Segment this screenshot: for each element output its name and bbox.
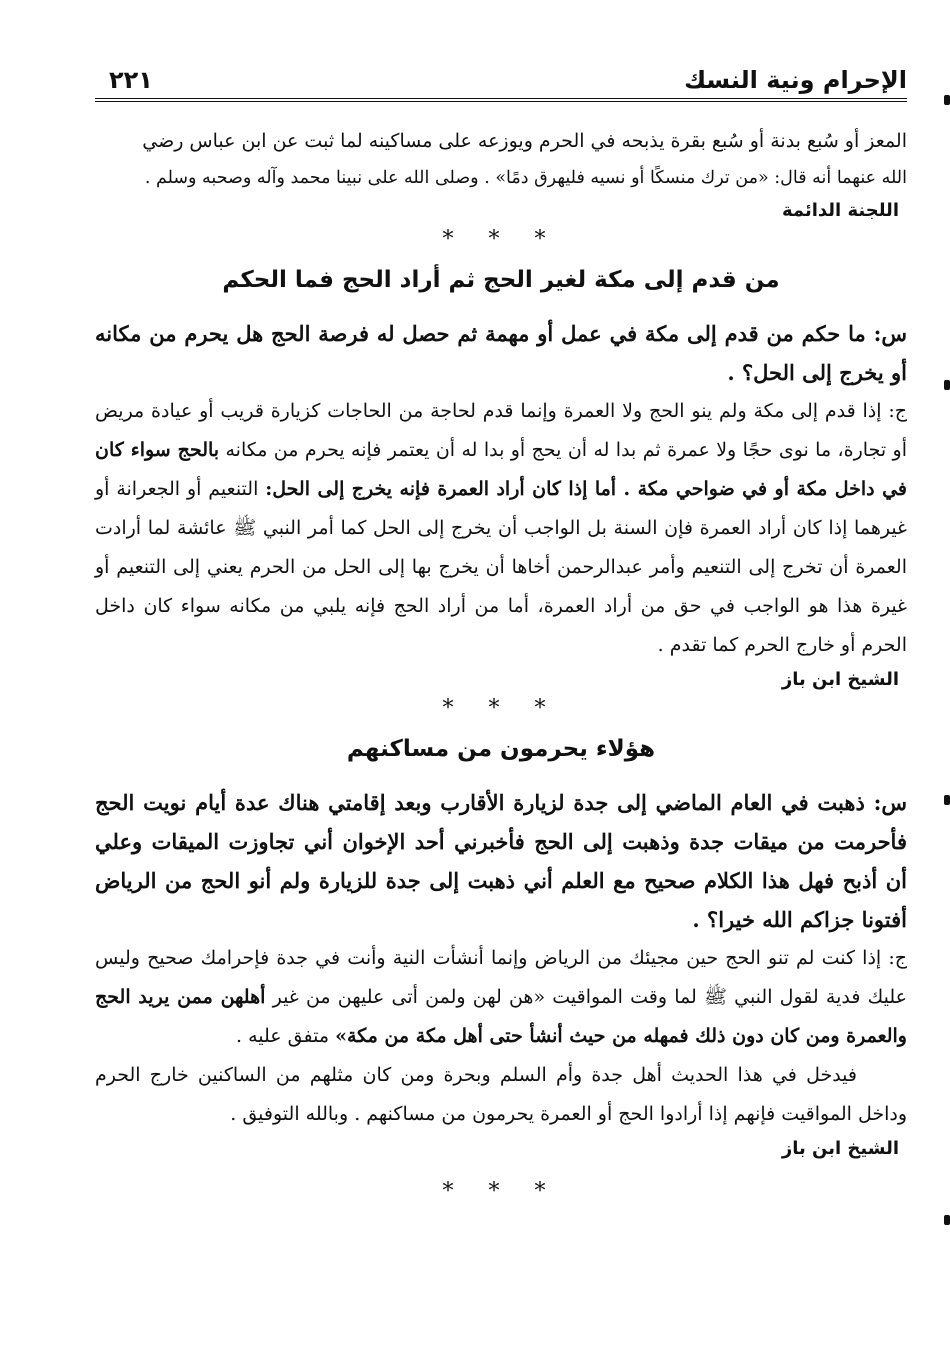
question-text: س: ذهبت في العام الماضي إلى جدة لزيارة الأقارب وبعد إقامتي هناك عدة أيام نويت الحج فأحرمت من ميقات جدة وذهبت إلى الحج فأخبرني أحد الإخوان أني تجاوزت الميقات وعلي أن أذبح فهل هذا الكلام صحيح مع العلم أني ذهبت إلى جدة للزيارة ولم أنو الحج من الرياض أفتونا جزاكم الله خيرا؟ . [95,790,907,932]
scan-mark [944,95,950,105]
section-heading: هؤلاء يحرمون من مساكنهم [346,736,656,762]
answer-segment: ج: إذا كنت لم تنو الحج حين مجيئك من الرياض وإنما أنشأت النية وأنت في جدة فإحرامك صحيح وليس عليك فدية لقول النبي ﷺ لما وقت المواقيت «هن لهن ولمن أتى عليهن من غير [95,947,907,1008]
answer-emphasis: بالحج سواء كان في داخل مكة أو في ضواحي مكة . أما إذا كان أراد العمرة فإنه يخرج إلى الحل: [95,439,908,500]
section-separator: * * * [442,696,560,721]
signature: الشيخ ابن باز [781,669,899,690]
section-separator: * * * [442,227,560,252]
scan-mark [944,1215,950,1225]
book-page [95,60,907,1206]
answer-segment: التنعيم أو الجعرانة أو غيرهما إذا كان أراد العمرة فإن السنة بل الواجب أن يخرج إلى الحل كما أمر النبي ﷺ عائشة لما أرادت العمرة أن تخرج إلى التنعيم وأمر عبدالرحمن أخاها أن يخرج بها إلى الحل من الحرم يعني إلى التنعيم أو غيرة هذا هو الواجب في حق من أراد العمرة، أما من أراد الحج فإنه يلبي من مكانه سواء كان داخل الحرم أو خارج الحرم كما تقدم . [95,478,907,656]
signature: الشيخ ابن باز [781,1138,899,1159]
continuation-line: المعز أو سُبع بدنة أو سُبع بقرة يذبحه في الحرم ويوزعه على مساكينه لما ثبت عن ابن عباس رضي [142,130,907,152]
page-body [95,122,907,1206]
question-text: س: ما حكم من قدم إلى مكة في عمل أو مهمة ثم حصل له فرصة الحج هل يحرم من مكانه أو يخرج إلى الحل؟ . [95,321,907,385]
section-separator: * * * [442,1179,560,1204]
scan-mark [944,795,950,805]
section-heading: من قدم إلى مكة لغير الحج ثم أراد الحج فما الحكم [222,267,780,293]
page-header [95,60,907,102]
running-title: الإحرام ونية النسك [684,66,907,94]
answer-paragraph: فيدخل في هذا الحديث أهل جدة وأم السلم وبحرة ومن كان مثلهم من الساكنين خارج الحرم وداخل المواقيت فإنهم إذا أرادوا الحج أو العمرة يحرمون من مساكنهم . وبالله التوفيق . [95,1064,907,1125]
signature: اللجنة الدائمة [781,200,899,221]
scan-mark [944,380,950,390]
answer-text [95,939,907,1056]
answer-segment: متفق عليه . [236,1025,330,1047]
answer-emphasis: أهلهن ممن يريد الحج والعمرة ومن كان دون ذلك فمهله من حيث أنشأ حتى أهل مكة من مكة» [95,986,907,1047]
page-number: ٢٢١ [109,66,153,94]
answer-segment: ج: إذا قدم إلى مكة ولم ينو الحج ولا العمرة وإنما قدم لحاجة من الحاجات كزيارة قريب أو عيادة مريض أو تجارة، ما نوى حجًا ولا عمرة ثم بدا له أن يحج أو بدا له أن يعتمر فإنه يحرم من مكانه [95,400,907,461]
continuation-line: الله عنهما أنه قال: «من ترك منسكًا أو نسيه فليهرق دمًا» . وصلى الله على نبينا محمد وآله وصحبه وسلم . [144,168,907,188]
answer-text [95,392,907,665]
